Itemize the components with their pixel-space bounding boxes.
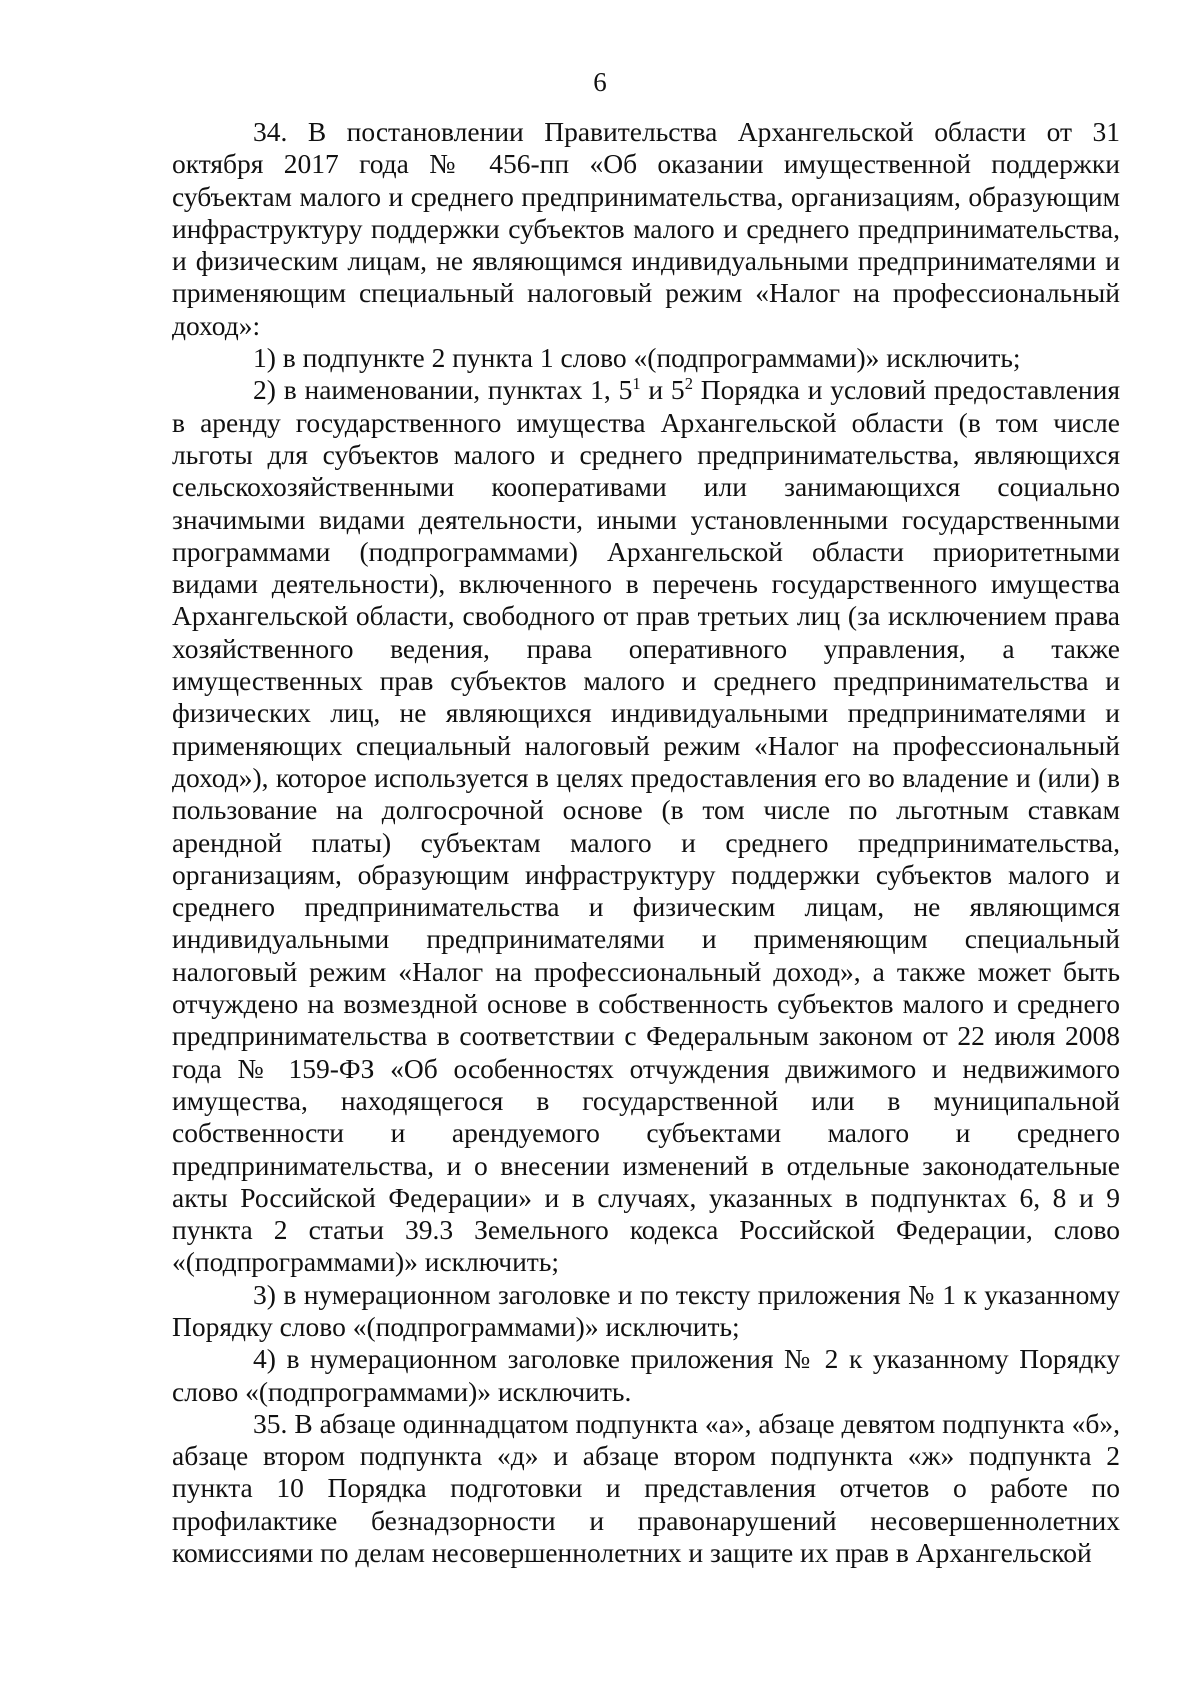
paragraph-34: 34. В постановлении Правительства Архангельской области от 31 октября 2017 года № 456-пп «Об оказании имущественной поддержки субъектам малого и среднего предпринимательства, организациям, образующим инфраструктуру поддержки субъектов малого и среднего предпринимательства, и физическим лицам, не являющимся индивидуальными предпринимателями и применяющим специальный налоговый режим «Налог на профессиональный доход»:	[172, 116, 1120, 341]
superscript-1: 1	[632, 374, 641, 394]
subparagraph-3: 3) в нумерационном заголовке и по тексту приложения № 1 к указанному Порядку слово «(подпрограммами)» исключить;	[172, 1278, 1120, 1342]
subparagraph-2	[172, 374, 1120, 1278]
document-body	[172, 116, 1120, 1569]
paragraph-35: 35. В абзаце одиннадцатом подпункта «а», абзаце девятом подпункта «б», абзаце втором подпункта «д» и абзаце втором подпункта «ж» подпункта 2 пункта 10 Порядка подготовки и представления отчетов о работе по профилактике безнадзорности и правонарушений несовершеннолетних комиссиями по делам несовершеннолетних и защите их прав в Архангельской	[172, 1407, 1120, 1569]
subparagraph-4: 4) в нумерационном заголовке приложения № 2 к указанному Порядку слово «(подпрограммами)» исключить.	[172, 1343, 1120, 1407]
superscript-2: 2	[684, 374, 693, 394]
subparagraph-2-part3: Порядка и условий предоставления в аренду государственного имущества Архангельской области (в том числе льготы для субъектов малого и среднего предпринимательства, являющихся сельскохозяйственными кооперативами или занимающихся социально значимыми видами деятельности, иными установленными государственными программами (подпрограммами) Архангельской области приоритетными видами деятельности), включенного в перечень государственного имущества Архангельской области, свободного от прав третьих лиц (за исключением права хозяйственного ведения, права оперативного управления, а также имущественных прав субъектов малого и среднего предпринимательства и физических лиц, не являющихся индивидуальными предпринимателями и применяющих специальный налоговый режим «Налог на профессиональный доход»), которое используется в целях предоставления его во владение и (или) в пользование на долгосрочной основе (в том числе по льготным ставкам арендной платы) субъектам малого и среднего предпринимательства, организациям, образующим инфраструктуру поддержки субъектов малого и среднего предпринимательства и физическим лицам, не являющимся индивидуальными предпринимателями и применяющим специальный налоговый режим «Налог на профессиональный доход», а также может быть отчуждено на возмездной основе в собственность субъектов малого и среднего предпринимательства в соответствии с Федеральным законом от 22 июля 2008 года № 159-ФЗ «Об особенностях отчуждения движимого и недвижимого имущества, находящегося в государственной или в муниципальной собственности и арендуемого субъектами малого и среднего предпринимательства, и о внесении изменений в отдельные законодательные акты Российской Федерации» и в случаях, указанных в подпунктах 6, 8 и 9 пункта 2 статьи 39.3 Земельного кодекса Российской Федерации, слово «(подпрограммами)» исключить;	[172, 374, 1121, 1278]
subparagraph-1: 1) в подпункте 2 пункта 1 слово «(подпрограммами)» исключить;	[253, 342, 1021, 374]
subparagraph-2-part2: и 5	[640, 374, 685, 406]
subparagraph-2-part1: 2) в наименовании, пунктах 1, 5	[253, 374, 633, 406]
page-number: 6	[593, 67, 607, 97]
